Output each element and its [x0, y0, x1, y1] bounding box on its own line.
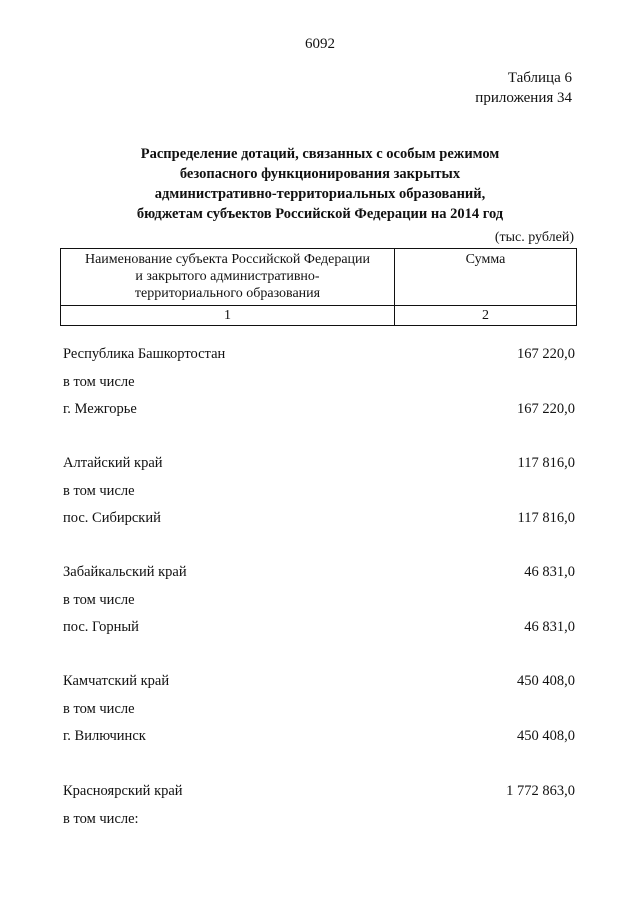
table-row	[60, 781, 577, 801]
document-title	[60, 144, 580, 224]
row-value: 46 831,0	[524, 564, 575, 580]
table-row	[60, 453, 577, 473]
table-row	[60, 399, 577, 419]
row-value: 167 220,0	[517, 346, 575, 362]
units-label: (тыс. рублей)	[494, 230, 574, 245]
row-value: 46 831,0	[524, 619, 575, 635]
column-number-1: 1	[61, 306, 395, 326]
row-value: 450 408,0	[517, 728, 575, 744]
title-line-2: безопасного функционирования закрытых	[179, 166, 461, 182]
row-label: Красноярский край	[63, 783, 183, 799]
title-line-4: бюджетам субъектов Российской Федерации на 2014 год	[136, 206, 504, 222]
table-row	[60, 590, 577, 610]
row-label: пос. Сибирский	[63, 510, 161, 526]
row-label: в том числе	[63, 374, 135, 390]
table-ref-line-2: приложения 34	[475, 90, 572, 106]
table-row	[60, 562, 577, 582]
row-label: Алтайский край	[63, 455, 163, 471]
header-sum-cell: Сумма	[395, 249, 577, 306]
table-row	[60, 809, 577, 829]
row-label: в том числе	[63, 701, 135, 717]
row-label: в том числе	[63, 483, 135, 499]
row-value: 117 816,0	[517, 510, 575, 526]
table-row	[60, 726, 577, 746]
row-label: г. Вилючинск	[63, 728, 146, 744]
row-value: 450 408,0	[517, 673, 575, 689]
title-line-1: Распределение дотаций, связанных с особым режимом	[140, 146, 500, 162]
row-label: в том числе:	[63, 811, 139, 827]
row-label: Забайкальский край	[63, 564, 187, 580]
table-row	[60, 617, 577, 637]
row-label: пос. Горный	[63, 619, 139, 635]
row-label: г. Межгорье	[63, 401, 137, 417]
table-row	[60, 372, 577, 392]
column-number-2: 2	[395, 306, 577, 326]
page-number: 6092	[305, 36, 335, 52]
table-ref-line-1: Таблица 6	[507, 70, 572, 86]
table-row	[60, 344, 577, 364]
row-value: 117 816,0	[517, 455, 575, 471]
table-header	[60, 248, 577, 326]
table-row	[60, 481, 577, 501]
table-row	[60, 671, 577, 691]
header-name-line-3: территориального образования	[134, 286, 321, 301]
header-name-line-2: и закрытого административно-	[135, 269, 320, 284]
table-row	[60, 508, 577, 528]
title-line-3: административно-территориальных образований,	[154, 186, 486, 202]
row-value: 167 220,0	[517, 401, 575, 417]
row-label: в том числе	[63, 592, 135, 608]
row-label: Республика Башкортостан	[63, 346, 226, 362]
row-value: 1 772 863,0	[506, 783, 575, 799]
header-name-line-1: Наименование субъекта Российской Федерации	[84, 252, 371, 267]
header-name-cell	[61, 249, 395, 306]
row-label: Камчатский край	[63, 673, 170, 689]
table-row	[60, 699, 577, 719]
table-reference	[475, 68, 572, 108]
